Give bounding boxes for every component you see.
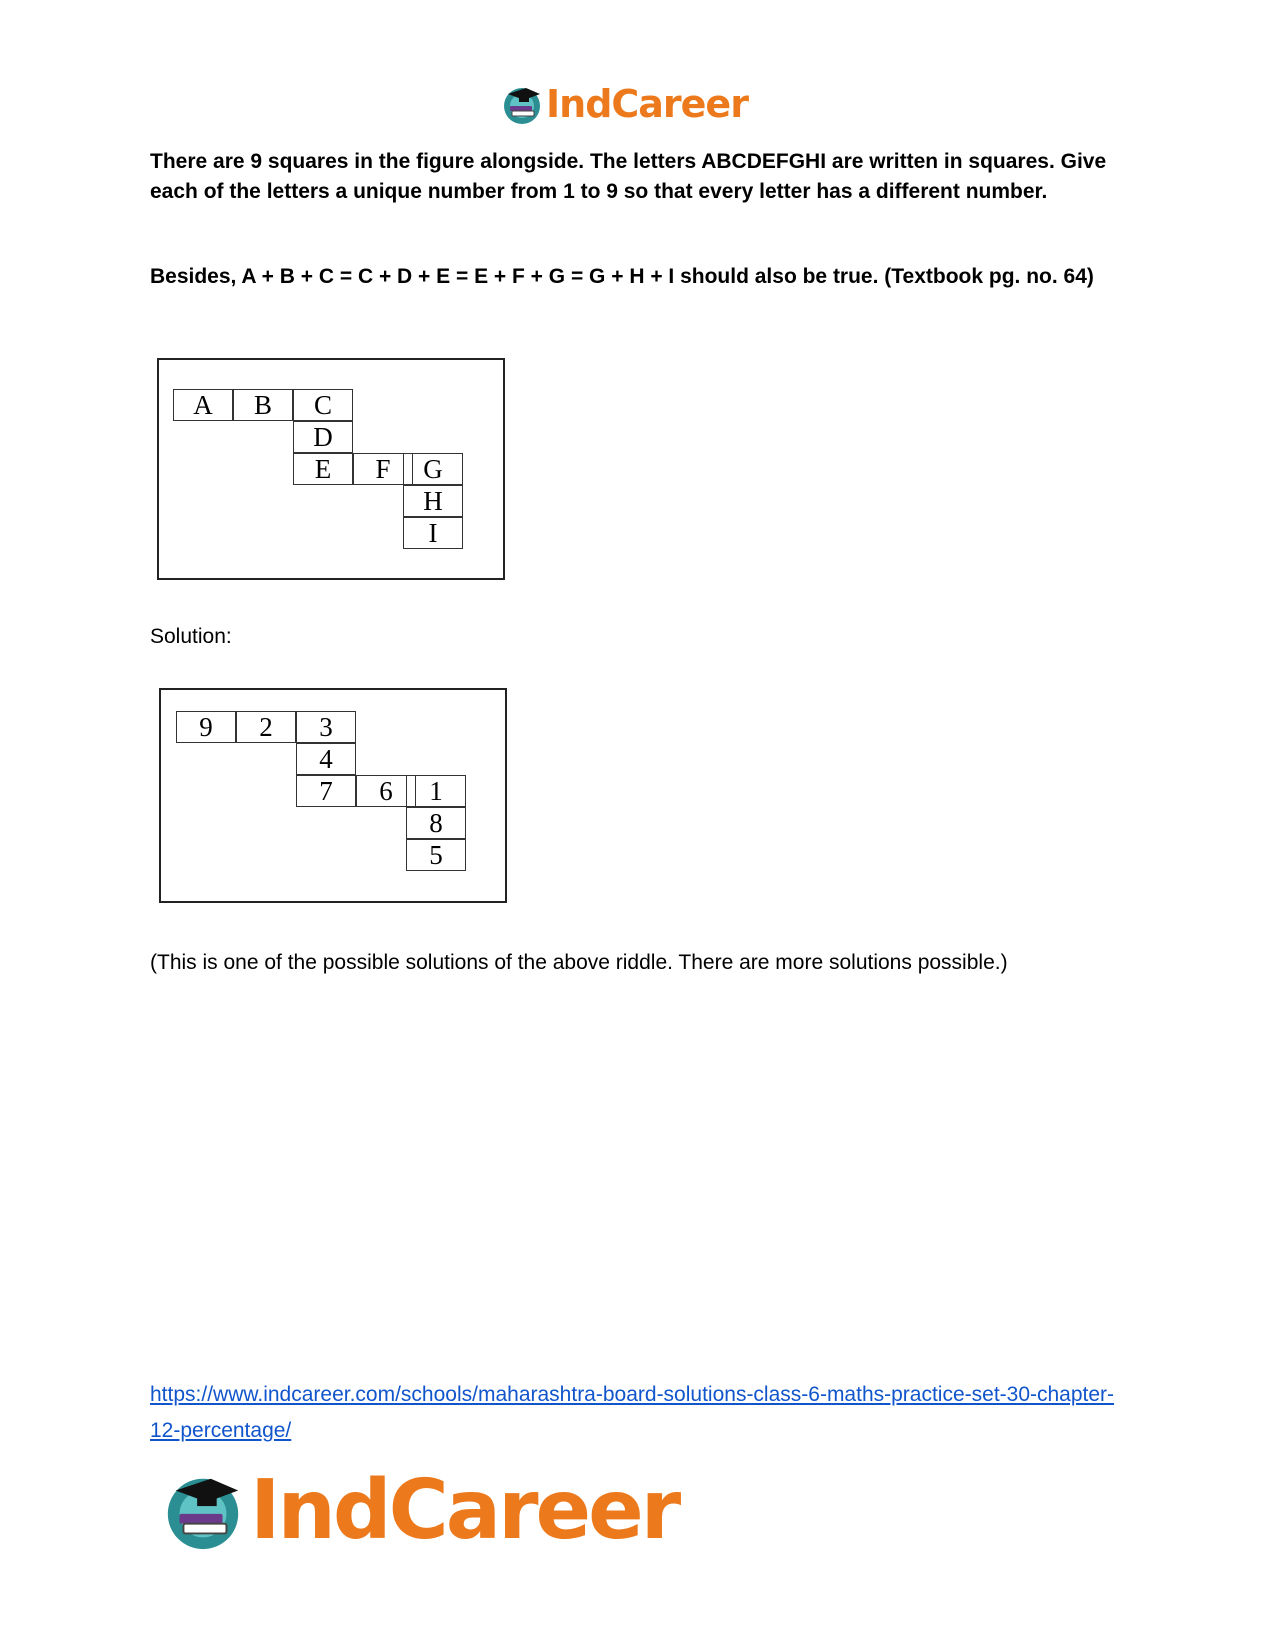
grid-cell-g: G bbox=[403, 453, 463, 485]
solution-cell-i: 5 bbox=[406, 839, 466, 871]
grid-cell-e: E bbox=[293, 453, 353, 485]
grid-cell-d: D bbox=[293, 421, 353, 453]
grid-cell-i: I bbox=[403, 517, 463, 549]
logo-text: IndCareer bbox=[546, 82, 748, 126]
solution-note: (This is one of the possible solutions of the above riddle. There are more solutions possible.) bbox=[150, 951, 1008, 974]
grid-cell-a: A bbox=[173, 389, 233, 421]
graduation-globe-icon bbox=[500, 82, 544, 126]
question-figure bbox=[157, 358, 505, 580]
solution-cell-h: 8 bbox=[406, 807, 466, 839]
solution-label: Solution: bbox=[150, 625, 232, 648]
grid-cell-f: F bbox=[353, 453, 413, 485]
graduation-globe-icon bbox=[160, 1467, 246, 1553]
solution-cell-a: 9 bbox=[176, 711, 236, 743]
solution-cell-g: 1 bbox=[406, 775, 466, 807]
source-link[interactable]: https://www.indcareer.com/schools/maharashtra-board-solutions-class-6-maths-practice-set-30-chapter-12-percentage/ bbox=[150, 1383, 1115, 1442]
question-paragraph-2: Besides, A + B + C = C + D + E = E + F + G = G + H + I should also be true. (Textbook pg. no. 64) bbox=[150, 265, 1094, 288]
grid-cell-h: H bbox=[403, 485, 463, 517]
solution-cell-c: 3 bbox=[296, 711, 356, 743]
indcareer-logo-bottom bbox=[160, 1462, 678, 1558]
grid-cell-c: C bbox=[293, 389, 353, 421]
solution-cell-b: 2 bbox=[236, 711, 296, 743]
grid-cell-b: B bbox=[233, 389, 293, 421]
question-paragraph-1: There are 9 squares in the figure alongside. The letters ABCDEFGHI are written in squares. Give each of the letters a unique number from 1 to 9 so that every letter has a different number. bbox=[150, 150, 1107, 203]
solution-cell-f: 6 bbox=[356, 775, 416, 807]
solution-cell-d: 4 bbox=[296, 743, 356, 775]
solution-figure bbox=[159, 688, 507, 903]
indcareer-logo-top bbox=[500, 80, 748, 128]
solution-cell-e: 7 bbox=[296, 775, 356, 807]
logo-text: IndCareer bbox=[250, 1462, 679, 1558]
